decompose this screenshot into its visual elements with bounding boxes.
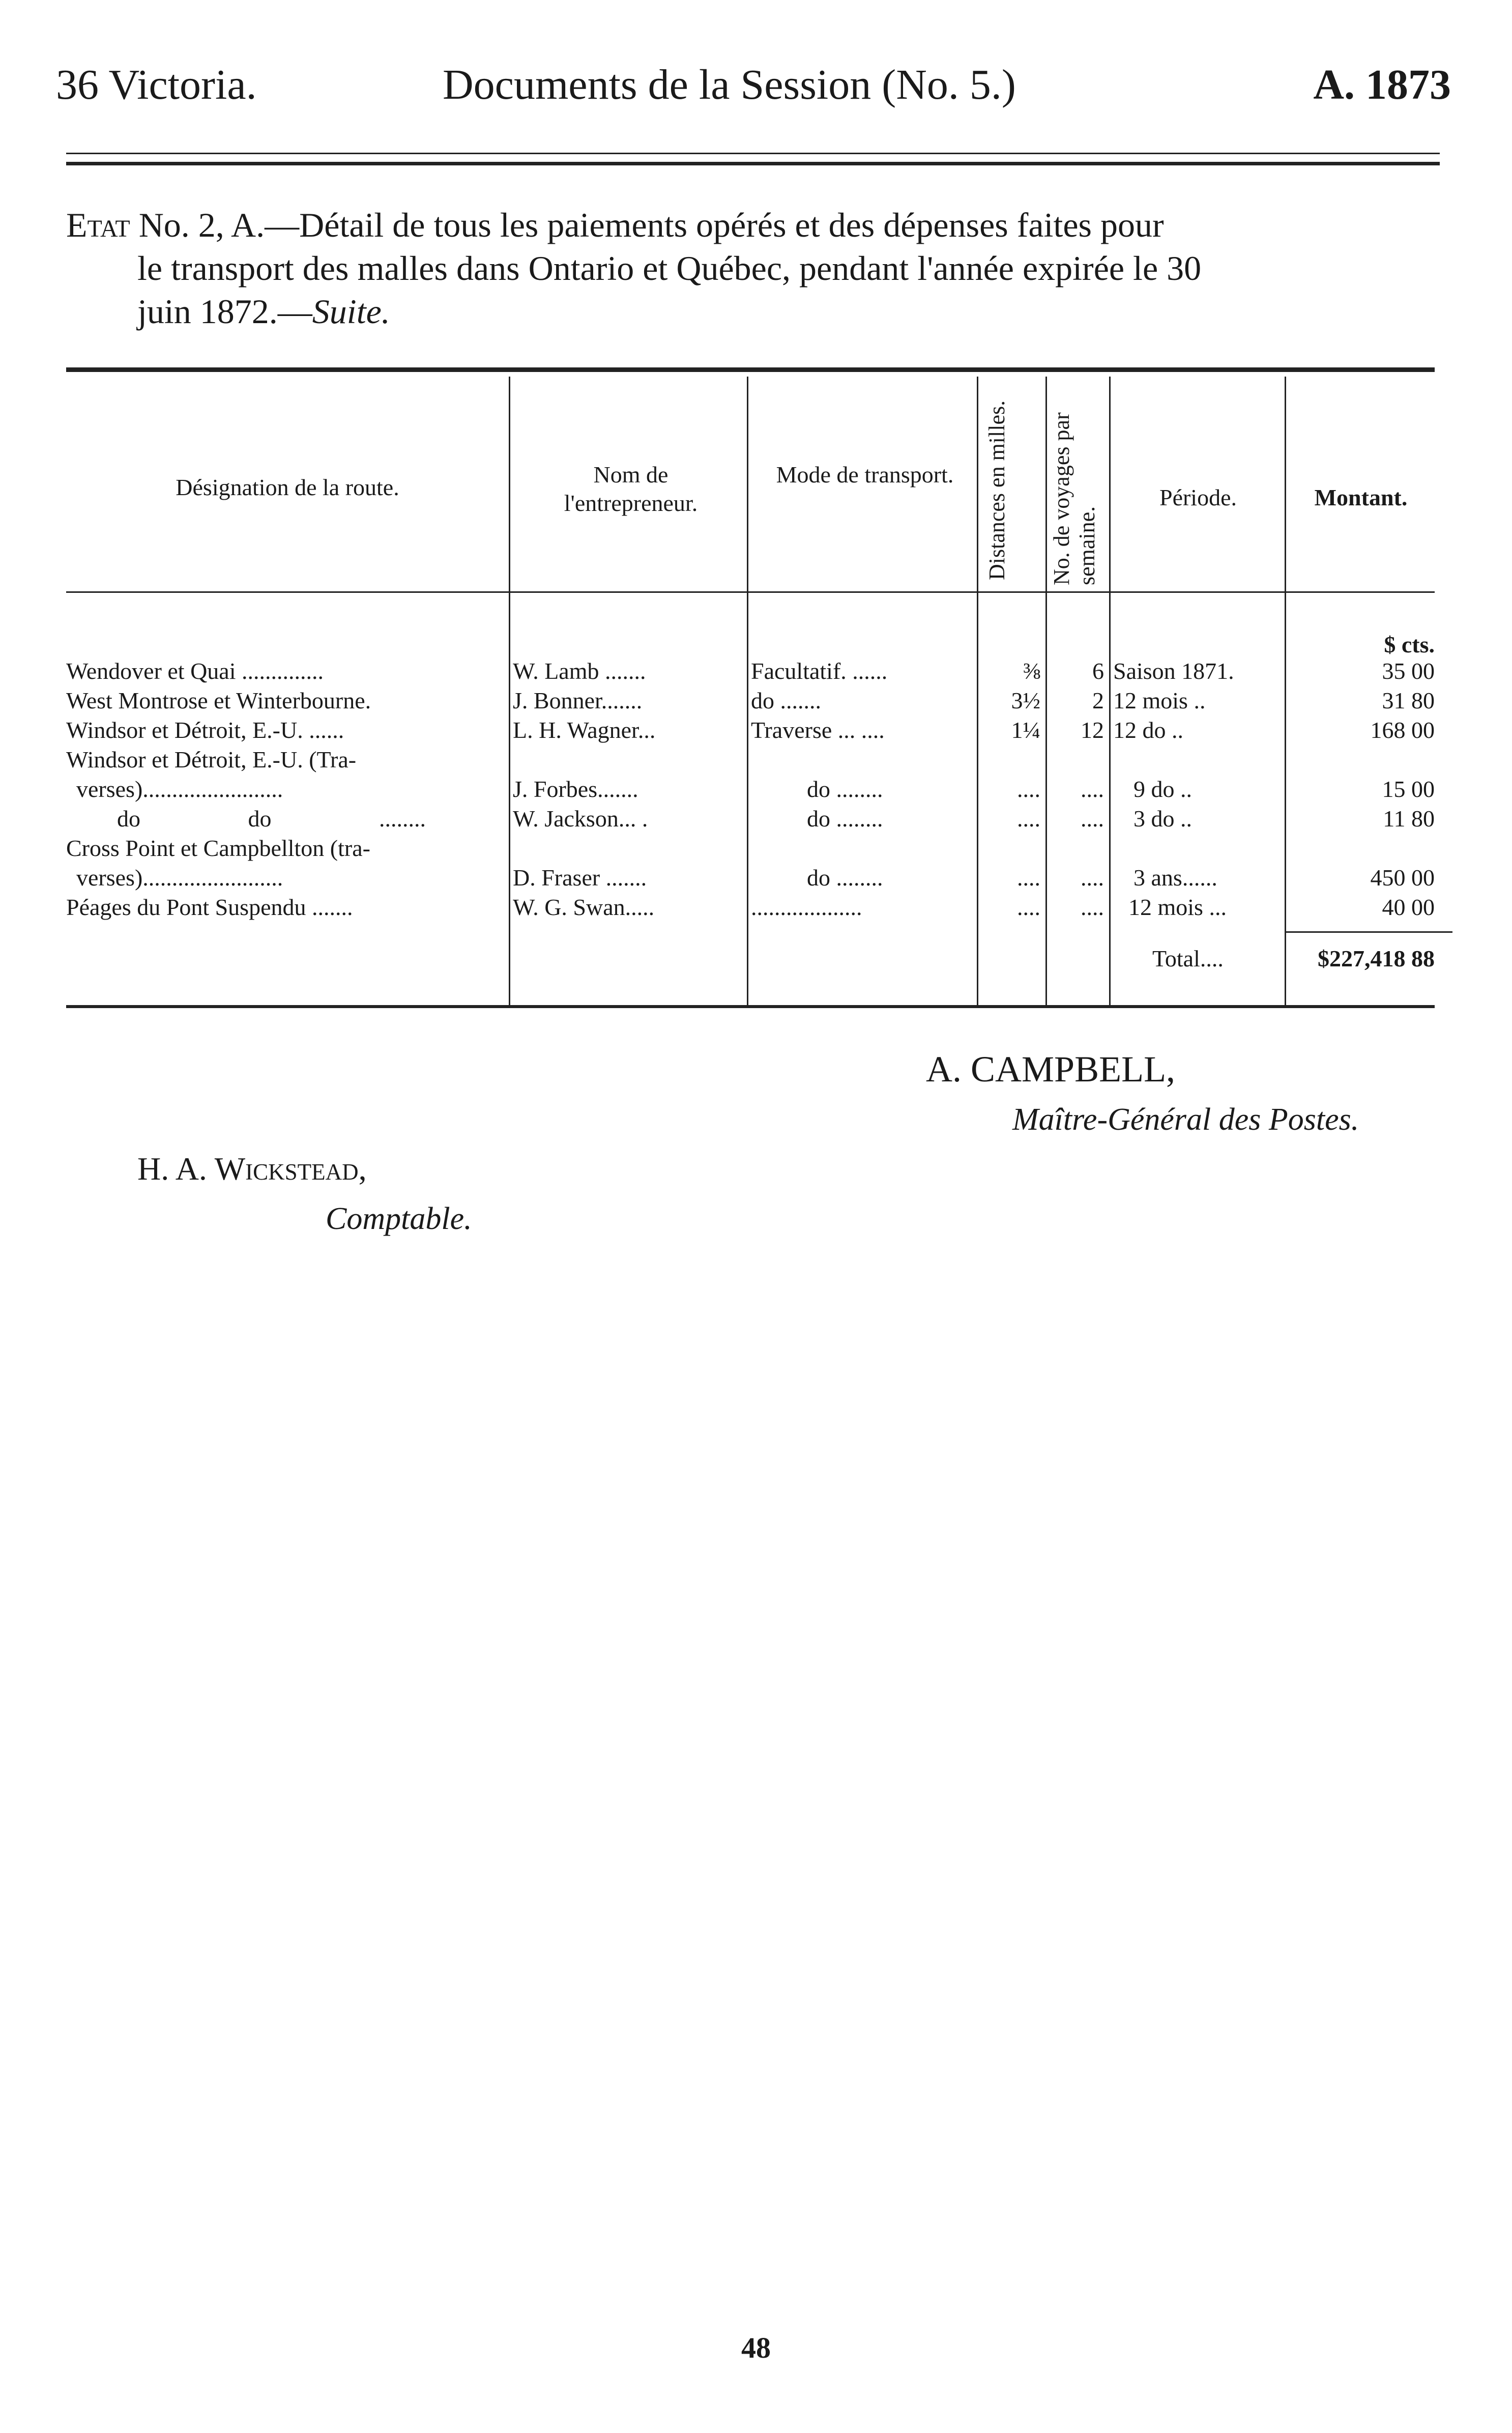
trips-cell: 6 [1092, 658, 1104, 684]
route-cell: Windsor et Détroit, E.-U. (Tra- [66, 747, 357, 772]
route-cell: Cross Point et Campbellton (tra- [66, 835, 370, 861]
running-header [56, 60, 1451, 116]
header-rule-thick [66, 162, 1440, 165]
col-divider-1 [509, 377, 510, 1005]
amount-cell: 11 80 [1383, 806, 1435, 832]
mode-cell: Traverse ... .... [751, 717, 885, 743]
period-cell: 3 do .. [1133, 806, 1192, 832]
col-header-contractor: Nom de l'entrepreneur. [564, 462, 698, 516]
header-rule-thin [66, 153, 1440, 154]
accountant-name: H. A. Wickstead, [137, 1151, 367, 1187]
amount-cell: 40 00 [1382, 894, 1435, 920]
caption-line-3: juin 1872.— [137, 292, 312, 331]
trips-cell: .... [1081, 865, 1104, 891]
total-label: Total.... [1152, 946, 1224, 971]
col-header-period: Période. [1159, 484, 1237, 510]
table-top-rule [66, 367, 1435, 372]
contractor-cell: W. Lamb ....... [513, 658, 646, 684]
contractor-cell: D. Fraser ....... [513, 865, 647, 891]
caption-line-1: No. 2, A.—Détail de tous les paiements opérés et des dépenses faites pour [130, 206, 1164, 244]
trips-cell: 2 [1092, 688, 1104, 713]
route-cell: Windsor et Détroit, E.-U. ...... [66, 717, 344, 743]
amount-cell: 31 80 [1382, 688, 1435, 713]
distance-cell: ⅜ [1023, 658, 1040, 684]
col-header-mode: Mode de transport. [776, 462, 954, 488]
route-cell: Péages du Pont Suspendu ....... [66, 894, 353, 920]
mode-cell: Facultatif. ...... [751, 658, 888, 684]
mode-cell: do ........ [807, 865, 883, 891]
distance-cell: 3½ [1011, 688, 1040, 713]
mode-cell: do ........ [807, 776, 883, 802]
table-bottom-rule [66, 1005, 1435, 1008]
amount-cell: 450 00 [1370, 865, 1435, 891]
period-cell: 12 do .. [1113, 717, 1183, 743]
period-cell: 12 mois .. [1113, 688, 1206, 713]
route-cell: verses)........................ [76, 865, 283, 891]
period-cell: 3 ans...... [1133, 865, 1217, 891]
col-header-amount: Montant. [1314, 484, 1408, 510]
caption-suite: Suite. [312, 292, 390, 331]
route-cell: verses)........................ [76, 776, 283, 802]
distance-cell: .... [1017, 894, 1040, 920]
mode-cell: do ........ [807, 806, 883, 832]
trips-cell: 12 [1081, 717, 1104, 743]
postmaster-name: A. CAMPBELL, [926, 1049, 1176, 1090]
contractor-cell: J. Forbes....... [513, 776, 638, 802]
distance-cell: .... [1017, 806, 1040, 832]
amount-cell: 35 00 [1382, 658, 1435, 684]
trips-cell: .... [1081, 776, 1104, 802]
accountant-title: Comptable. [326, 1201, 472, 1236]
amount-cell: 168 00 [1370, 717, 1435, 743]
distance-cell: .... [1017, 776, 1040, 802]
period-cell: Saison 1871. [1113, 658, 1234, 684]
route-cell: do do ........ [117, 806, 426, 832]
col-divider-3 [977, 377, 978, 1005]
contractor-cell: W. Jackson... . [513, 806, 648, 832]
col-divider-4 [1045, 377, 1047, 1005]
contractor-cell: W. G. Swan..... [513, 894, 655, 920]
col-divider-6 [1285, 377, 1286, 1005]
mode-cell: do ....... [751, 688, 821, 713]
contractor-cell: L. H. Wagner... [513, 717, 656, 743]
total-rule [1285, 931, 1452, 933]
col-header-trips: No. de voyages par semaine. [1049, 412, 1099, 585]
header-volume: 36 Victoria. [56, 61, 257, 108]
header-bottom-rule [66, 591, 1435, 593]
trips-cell: .... [1081, 806, 1104, 832]
period-cell: 9 do .. [1133, 776, 1192, 802]
mode-cell: ................... [751, 894, 862, 920]
distance-cell: 1¼ [1011, 717, 1040, 743]
col-divider-2 [747, 377, 748, 1005]
table-caption [66, 204, 1450, 333]
caption-line-2: le transport des malles dans Ontario et Québec, pendant l'année expirée le 30 [137, 249, 1202, 288]
page-number: 48 [741, 2331, 771, 2364]
contractor-cell: J. Bonner....... [513, 688, 643, 713]
period-cell: 12 mois ... [1128, 894, 1227, 920]
col-divider-5 [1109, 377, 1111, 1005]
col-header-route: Désignation de la route. [176, 474, 399, 500]
route-cell: Wendover et Quai .............. [66, 658, 324, 684]
amount-units: $ cts. [1384, 632, 1435, 657]
header-title: Documents de la Session (No. 5.) [443, 61, 1016, 108]
total-amount: $227,418 88 [1318, 946, 1435, 971]
caption-label: Etat [66, 206, 130, 244]
amount-cell: 15 00 [1382, 776, 1435, 802]
header-year: A. 1873 [1313, 61, 1451, 108]
route-cell: West Montrose et Winterbourne. [66, 688, 371, 713]
distance-cell: .... [1017, 865, 1040, 891]
col-header-distance: Distances en milles. [984, 400, 1009, 580]
trips-cell: .... [1081, 894, 1104, 920]
postmaster-title: Maître-Général des Postes. [1012, 1102, 1359, 1137]
